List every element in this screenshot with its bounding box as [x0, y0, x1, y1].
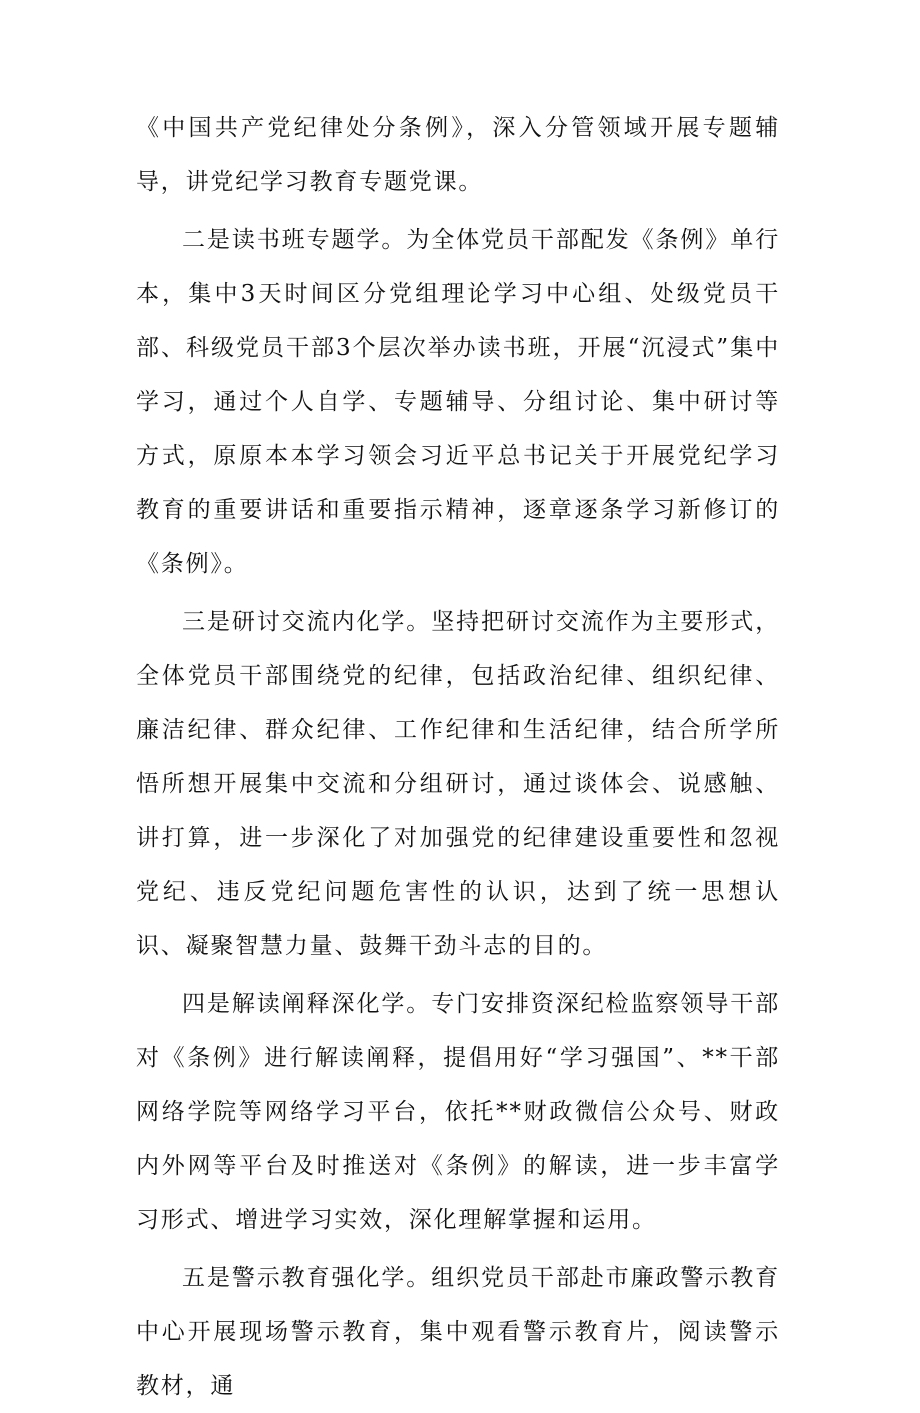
- paragraph-seminar-exchange: 三是研讨交流内化学。坚持把研讨交流作为主要形式，全体党员干部围绕党的纪律，包括政治纪律、组织纪律、廉洁纪律、群众纪律、工作纪律和生活纪律，结合所学所悟所想开展集中交流和分组研讨，通过谈体会、说感触、讲打算，进一步深化了对加强党的纪律建设重要性和忽视党纪、违反党纪问题危害性的认识，达到了统一思想认识、凝聚智慧力量、鼓舞干劲斗志的目的。: [136, 609, 780, 959]
- paragraph-continuation: 《中国共产党纪律处分条例》，深入分管领域开展专题辅导，讲党纪学习教育专题党课。: [136, 115, 780, 195]
- paragraph-warning-education: 五是警示教育强化学。组织党员干部赴市廉政警示教育中心开展现场警示教育，集中观看警示教育片，阅读警示教材，通: [136, 1265, 780, 1399]
- paragraph-interpretation: 四是解读阐释深化学。专门安排资深纪检监察领导干部对《条例》进行解读阐释，提倡用好“学习强国”、**干部网络学院等网络学习平台，依托**财政微信公众号、财政内外网等平台及时推送对《条例》的解读，进一步丰富学习形式、增进学习实效，深化理解掌握和运用。: [136, 991, 780, 1233]
- document-body: [136, 101, 780, 1413]
- paragraph-reading-class: 二是读书班专题学。为全体党员干部配发《条例》单行本，集中3天时间区分党组理论学习中心组、处级党员干部、科级党员干部3个层次举办读书班，开展“沉浸式”集中学习，通过个人自学、专题辅导、分组讨论、集中研讨等方式，原原本本学习领会习近平总书记关于开展党纪学习教育的重要讲话和重要指示精神，逐章逐条学习新修订的《条例》。: [136, 227, 780, 577]
